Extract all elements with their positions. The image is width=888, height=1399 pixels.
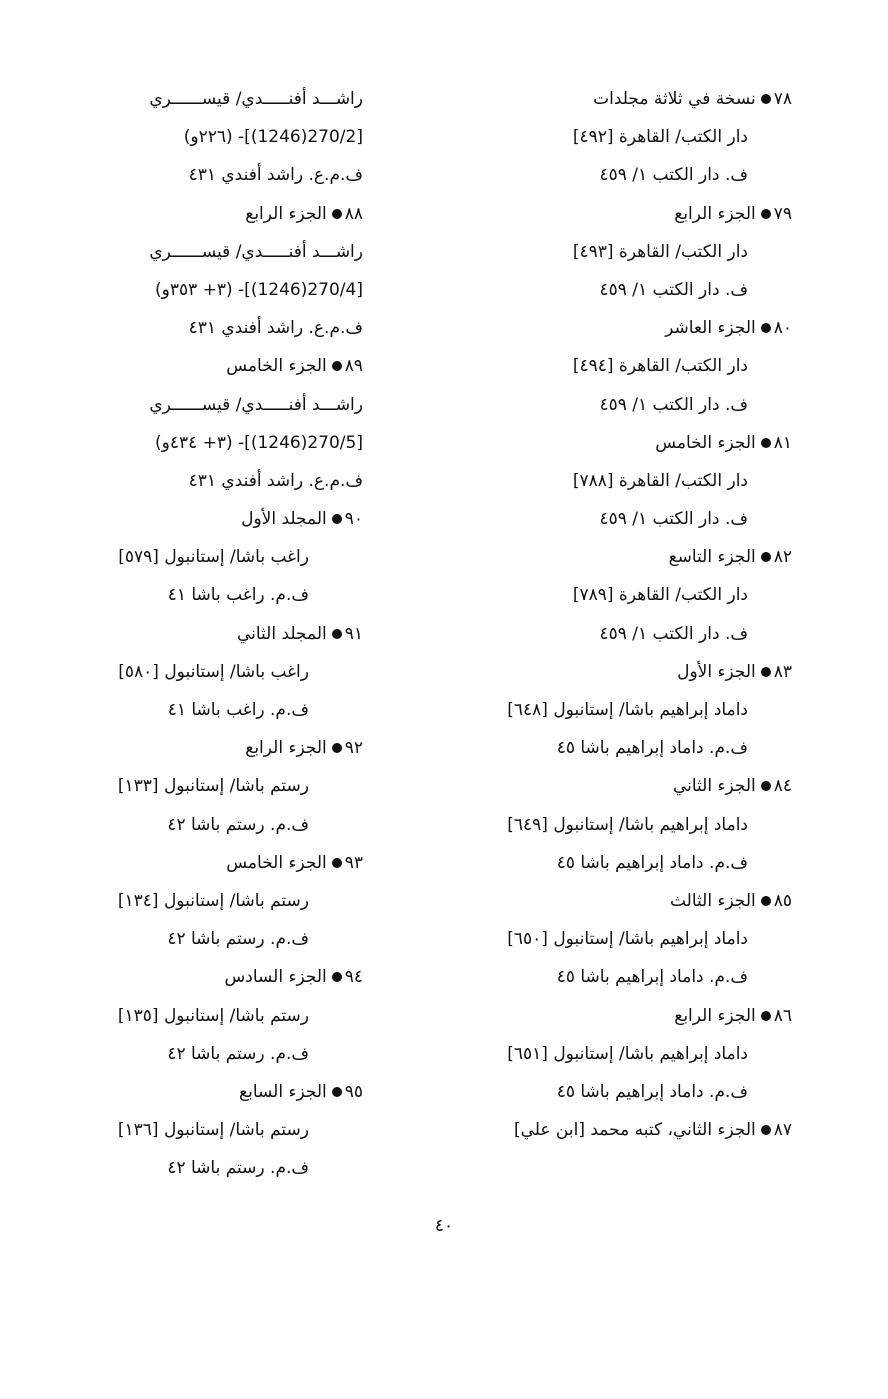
entry-number: ٨٣ [773,661,792,682]
entry-detail-line: راغب باشا/ إستانبول [٥٨٠] [118,661,309,682]
entry-detail-line: دار الكتب/ القاهرة [٧٨٨] [572,470,748,491]
entry-title: الجزء الخامس [655,432,756,453]
entry-detail-line: ف.م. داماد إبراهيم باشا ٤٥ [556,1081,748,1102]
entry-detail-line: راشـــد أفنـــــدي/ قيســــــري [149,394,363,415]
entry-title: الجزء الخامس [226,356,327,377]
bullet-icon [332,209,342,219]
entry-detail-line: راغب باشا/ إستانبول [٥٧٩] [118,547,309,568]
entry-title: الجزء الثالث [669,890,756,911]
entry-heading [58,958,363,996]
entry-detail-line: ف.م. راغب باشا ٤١ [167,700,309,720]
entry-heading [447,997,792,1035]
bullet-icon [761,438,771,448]
entry-detail-line: ف.م.ع. راشد أفندي ٤٣١ [188,470,363,491]
entry-detail-line: ف.م.ع. راشد أفندي ٤٣١ [188,318,363,339]
entry-heading [58,844,363,882]
entry-number: ٨٤ [773,776,792,797]
entry-heading [447,424,792,462]
entry-detail-line: رستم باشا/ إستانبول [١٣٣] [117,776,309,797]
bullet-icon [761,94,771,104]
bullet-icon [761,896,771,906]
entry-number: ٨٠ [773,318,792,339]
bullet-icon [332,743,342,753]
entry-detail-line: ف. دار الكتب ١/ ٤٥٩ [599,623,748,644]
entry-detail-line: [270/4(1246)]- (٣+ ٣٥٣و) [154,279,363,300]
right-column [447,80,792,1149]
entry-detail-line: رستم باشا/ إستانبول [١٣٤] [117,890,309,911]
entry-title: الجزء السادس [224,967,327,988]
entry-heading [447,1111,792,1149]
entry-heading [58,347,363,385]
entry-detail-line: دار الكتب/ القاهرة [٧٨٩] [572,585,748,606]
bullet-icon [761,323,771,333]
entry-heading [58,729,363,767]
entry-title: الجزء التاسع [668,547,756,568]
entry-detail-line: داماد إبراهيم باشا/ إستانبول [٦٤٨] [507,700,748,720]
entry-detail-line: رستم باشا/ إستانبول [١٣٦] [117,1120,309,1141]
entry-detail-line: رستم باشا/ إستانبول [١٣٥] [117,1005,309,1026]
bullet-icon [761,781,771,791]
entry-detail-line: ف.م.ع. راشد أفندي ٤٣١ [188,165,363,186]
entry-title: الجزء الثاني [672,776,756,797]
entry-detail-line: [270/2(1246)]- (٢٢٦و) [183,127,363,148]
entry-detail-line: [270/5(1246)]- (٣+ ٤٣٤و) [154,432,363,453]
entry-detail-line: دار الكتب/ القاهرة [٤٩٤] [572,356,748,377]
entry-detail-line: ف. دار الكتب ١/ ٤٥٩ [599,394,748,415]
entry-heading [447,80,792,118]
entry-detail-line: ف.م. رستم باشا ٤٢ [167,814,309,835]
entry-detail-line: داماد إبراهيم باشا/ إستانبول [٦٤٩] [507,814,748,835]
entry-title: المجلد الأول [241,509,327,530]
bullet-icon [332,972,342,982]
bullet-icon [761,552,771,562]
entry-detail-line: ف.م. داماد إبراهيم باشا ٤٥ [556,967,748,988]
bullet-icon [332,629,342,639]
entry-detail-line: ف. دار الكتب ١/ ٤٥٩ [599,279,748,300]
entry-detail-line: ف.م. رستم باشا ٤٢ [167,1043,309,1064]
left-column [58,80,363,1187]
entry-heading [447,538,792,576]
entry-number: ٨٨ [344,203,363,224]
entry-title: الجزء الرابع [674,203,756,224]
entry-detail-line: ف.م. رستم باشا ٤٢ [167,929,309,950]
bullet-icon [761,1125,771,1135]
entry-number: ٩٢ [344,738,363,759]
entry-number: ٨٧ [773,1120,792,1141]
entry-detail-line: ف. دار الكتب ١/ ٤٥٩ [599,509,748,530]
entry-detail-line: ف.م. راغب باشا ٤١ [167,585,309,606]
entry-title: الجزء الرابع [674,1005,756,1026]
entry-number: ٧٩ [773,203,792,224]
bullet-icon [332,1087,342,1097]
entry-title: الجزء العاشر [665,318,756,339]
entry-title: الجزء الثاني، كتبه محمد [ابن علي] [513,1120,756,1141]
entry-detail-line: داماد إبراهيم باشا/ إستانبول [٦٥٠] [507,929,748,950]
entry-heading [58,615,363,653]
entry-detail-line: راشـــد أفنـــــدي/ قيســــــري [149,89,363,109]
entry-number: ٩١ [344,623,363,644]
entry-heading [447,653,792,691]
entry-heading [58,500,363,538]
entry-title: الجزء الخامس [226,852,327,873]
entry-detail-line: ف.م. داماد إبراهيم باشا ٤٥ [556,852,748,873]
entry-heading [58,1073,363,1111]
entry-title: الجزء السابع [239,1081,327,1102]
entry-title: الجزء الرابع [245,738,327,759]
entry-heading [447,767,792,805]
entry-number: ٨٢ [773,547,792,568]
entry-number: ٨١ [773,432,792,453]
entry-title: نسخة في ثلاثة مجلدات [593,89,756,109]
bullet-icon [332,514,342,524]
page-number: ٤٠ [434,1216,454,1236]
entry-number: ٨٦ [773,1005,792,1026]
entry-detail-line: ف.م. داماد إبراهيم باشا ٤٥ [556,738,748,759]
entry-heading [58,195,363,233]
entry-number: ٧٨ [773,89,792,109]
entry-heading [447,195,792,233]
entry-heading [447,882,792,920]
bullet-icon [332,858,342,868]
entry-detail-line: ف.م. رستم باشا ٤٢ [167,1158,309,1179]
entry-number: ٨٥ [773,890,792,911]
entry-detail-line: دار الكتب/ القاهرة [٤٩٢] [572,127,748,148]
bullet-icon [761,667,771,677]
entry-detail-line: دار الكتب/ القاهرة [٤٩٣] [572,241,748,262]
entry-detail-line: راشـــد أفنـــــدي/ قيســــــري [149,241,363,262]
entry-detail-line: داماد إبراهيم باشا/ إستانبول [٦٥١] [507,1043,748,1064]
entry-number: ٩٣ [344,852,363,873]
entry-number: ٩٥ [344,1081,363,1102]
entry-number: ٩٤ [344,967,363,988]
entry-title: الجزء الرابع [245,203,327,224]
entry-number: ٩٠ [344,509,363,530]
bullet-icon [761,1011,771,1021]
entry-heading [447,309,792,347]
entry-detail-line: ف. دار الكتب ١/ ٤٥٩ [599,165,748,186]
entry-title: المجلد الثاني [236,623,327,644]
entry-number: ٨٩ [344,356,363,377]
bullet-icon [332,361,342,371]
entry-title: الجزء الأول [677,661,756,682]
bullet-icon [761,209,771,219]
